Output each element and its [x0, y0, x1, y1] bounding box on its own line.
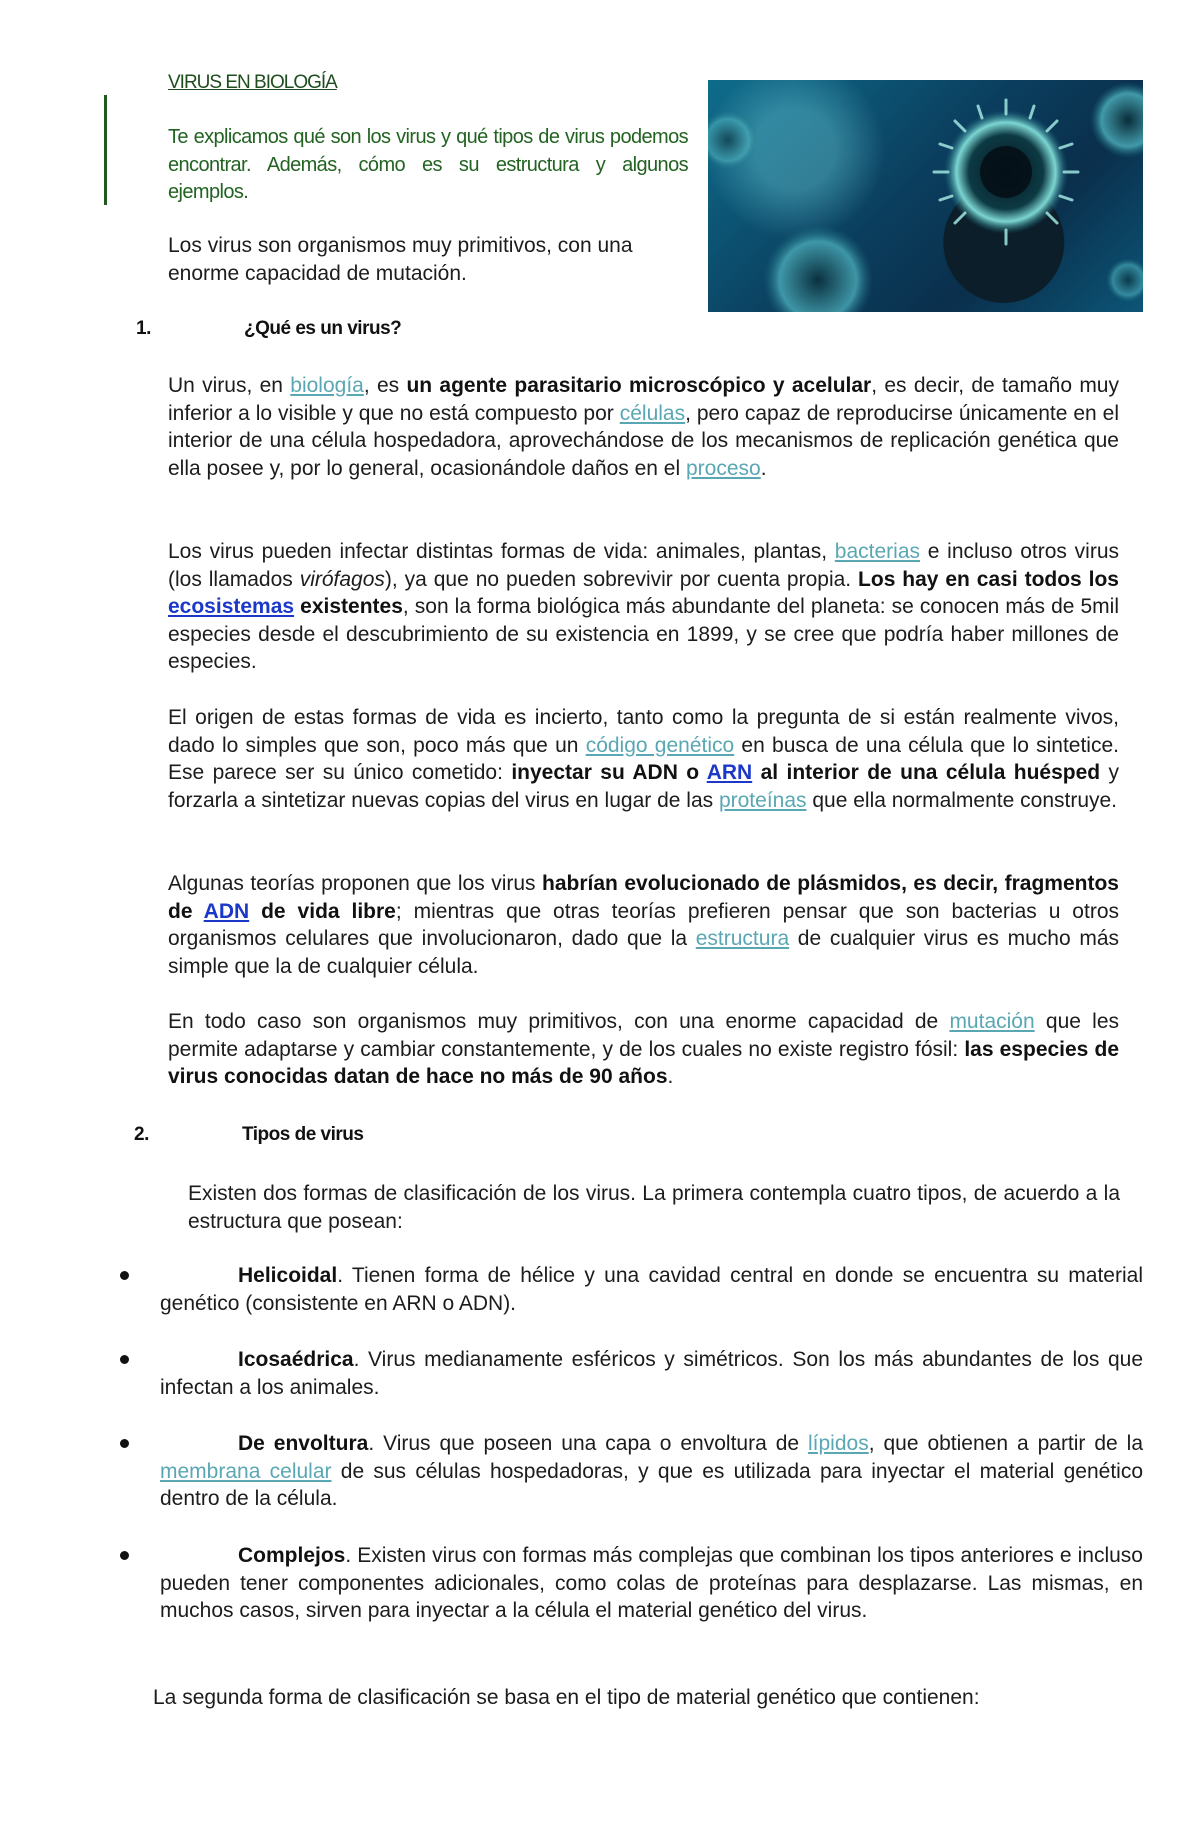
link-arn[interactable]: ARN — [706, 761, 753, 784]
p3-text-3: y forzarla a sintetizar nuevas copias del virus en lugar de las — [168, 761, 1119, 812]
p2-text-4: , son la forma biológica más abundante del planeta: se conocen más de 5mil especies desde el descubrimiento de su existencia en 1899, y se cree que podría haber millones de especies. — [168, 595, 1119, 673]
p4-text-1: Algunas teorías proponen que los virus — [168, 872, 543, 895]
virus-illustration — [708, 80, 1143, 312]
section-number-2: 2. — [134, 1124, 149, 1145]
bullet-envoltura — [160, 1430, 1143, 1513]
bullet-text: de sus células hospedadoras, y que es utilizada para inyectar el material genético dentro de la célula. — [160, 1459, 1143, 1510]
section-title-2: Tipos de virus — [242, 1124, 364, 1145]
p5-text-2: que les permite adaptarse y cambiar constantemente, y de los cuales no existe registro fósil: — [168, 1010, 1119, 1061]
link-biologia[interactable]: biología — [290, 374, 364, 397]
paragraph-2 — [168, 538, 1119, 676]
section-heading-2 — [134, 1124, 734, 1150]
p4-bold-1: habrían evolucionado de plásmidos, es decir, fragmentos de — [168, 872, 1119, 923]
paragraph-6: Existen dos formas de clasificación de los virus. La primera contempla cuatro tipos, de acuerdo a la estructura que posean: — [188, 1182, 1120, 1233]
p1-text-2: , es — [363, 374, 407, 397]
bullet-text: . Virus que poseen una capa o envoltura de — [368, 1432, 808, 1455]
paragraph-3 — [168, 704, 1119, 814]
p2-text-3: ), ya que no pueden sobrevivir por cuenta propia. — [384, 567, 859, 591]
p5-bold-1: las especies de virus conocidas datan de hace no más de 90 años — [168, 1037, 1119, 1088]
p1-text-4: , pero capaz de reproducirse únicamente en el interior de una célula hospedadora, aprovechándose de los mecanismos de replicación genética que ella posee y, por lo general, ocasionándole daños en el — [168, 401, 1119, 480]
bullet-term: Icosaédrica — [238, 1348, 354, 1371]
bullet-icon — [120, 1355, 129, 1364]
bullet-term: Complejos — [238, 1544, 346, 1567]
bullet-icon — [120, 1439, 129, 1448]
bullet-icon — [120, 1271, 129, 1280]
link-membrana-celular[interactable]: membrana celular — [160, 1459, 332, 1483]
p4-bold-2: de vida libre — [249, 899, 396, 923]
link-adn[interactable]: ADN — [203, 899, 250, 923]
paragraph-1 — [168, 372, 1119, 482]
p5-text-3: . — [667, 1065, 674, 1088]
p1-text-5: . — [760, 456, 767, 480]
bullet-helicoidal — [160, 1262, 1143, 1317]
section-heading-1 — [136, 318, 736, 344]
p4-text-3: de cualquier virus es mucho más simple que la de cualquier célula. — [168, 927, 1120, 978]
margin-change-bar — [104, 95, 107, 205]
paragraph-5 — [168, 1008, 1119, 1091]
link-codigo-genetico[interactable]: código genético — [585, 733, 735, 757]
p1-bold-1: un agente parasitario microscópico y acelular — [406, 374, 872, 397]
link-celulas[interactable]: células — [619, 401, 686, 425]
p3-bold-1: inyectar su ADN o — [511, 761, 707, 784]
p1-text-3: , es decir, de tamaño muy inferior a lo visible y que no está compuesto por — [168, 374, 1119, 425]
virus-image — [708, 80, 1143, 312]
link-proceso[interactable]: proceso — [685, 456, 761, 480]
paragraph-4 — [168, 870, 1119, 980]
section-title-1: ¿Qué es un virus? — [244, 318, 402, 339]
bullet-text: , que obtienen a partir de la — [868, 1432, 1144, 1455]
paragraph-7: La segunda forma de clasificación se basa en el tipo de material genético que contienen: — [153, 1686, 980, 1709]
summary-text: Los virus son organismos muy primitivos, con una enorme capacidad de mutación. — [168, 234, 633, 285]
link-ecosistemas[interactable]: ecosistemas — [168, 595, 295, 618]
link-lipidos[interactable]: lípidos — [808, 1432, 869, 1455]
p2-text-2: e incluso otros virus (los llamados — [168, 540, 1120, 591]
intro-text: Te explicamos qué son los virus y qué tipos de virus podemos encontrar. Además, cómo es su estructura y algunos ejemplos. — [168, 126, 688, 203]
p3-text-4: que ella normalmente construye. — [806, 788, 1118, 812]
link-proteinas[interactable]: proteínas — [718, 788, 807, 812]
document-title: VIRUS EN BIOLOGÍA — [168, 72, 337, 93]
p5-text-1: En todo caso son organismos muy primitivos, con una enorme capacidad de — [168, 1010, 950, 1033]
bullet-complejos — [160, 1542, 1143, 1625]
p3-bold-2: al interior de una célula huésped — [752, 761, 1101, 784]
p1-text-1: Un virus, en — [168, 374, 291, 397]
bullet-text: . Existen virus con formas más complejas que combinan los tipos anteriores e incluso pueden tener componentes adicionales, como colas de proteínas para desplazarse. Las mismas, en muchos casos, sirven para inyectar a la célula el material genético del virus. — [160, 1544, 1143, 1622]
p2-bold-1: Los hay en casi todos los — [858, 567, 1119, 591]
p3-text-1: El origen de estas formas de vida es incierto, tanto como la pregunta de si están realmente vivos, dado lo simples que son, poco más que un — [168, 706, 1119, 757]
p2-bold-2: existentes — [294, 595, 403, 618]
link-bacterias[interactable]: bacterias — [834, 540, 921, 563]
bullet-icon — [120, 1551, 129, 1560]
bullet-icosaedrica — [160, 1346, 1143, 1401]
bullet-term: Helicoidal — [238, 1264, 338, 1287]
bullet-term: De envoltura — [238, 1432, 369, 1455]
p4-text-2: ; mientras que otras teorías prefieren pensar que son bacterias u otros organismos celulares que involucionaron, dado que la — [168, 899, 1119, 950]
bullet-text: . Virus medianamente esféricos y simétricos. Son los más abundantes de los que infectan a los animales. — [160, 1348, 1143, 1399]
section-number-1: 1. — [136, 318, 151, 339]
bullet-text: . Tienen forma de hélice y una cavidad central en donde se encuentra su material genético (consistente en ARN o ADN). — [160, 1264, 1143, 1315]
link-estructura[interactable]: estructura — [695, 927, 790, 950]
link-mutacion[interactable]: mutación — [949, 1010, 1035, 1033]
p2-text-1: Los virus pueden infectar distintas formas de vida: animales, plantas, — [168, 540, 835, 563]
p2-italic-1: virófagos — [299, 567, 385, 591]
p3-text-2: en busca de una célula que lo sintetice. Ese parece ser su único cometido: — [168, 733, 1119, 784]
